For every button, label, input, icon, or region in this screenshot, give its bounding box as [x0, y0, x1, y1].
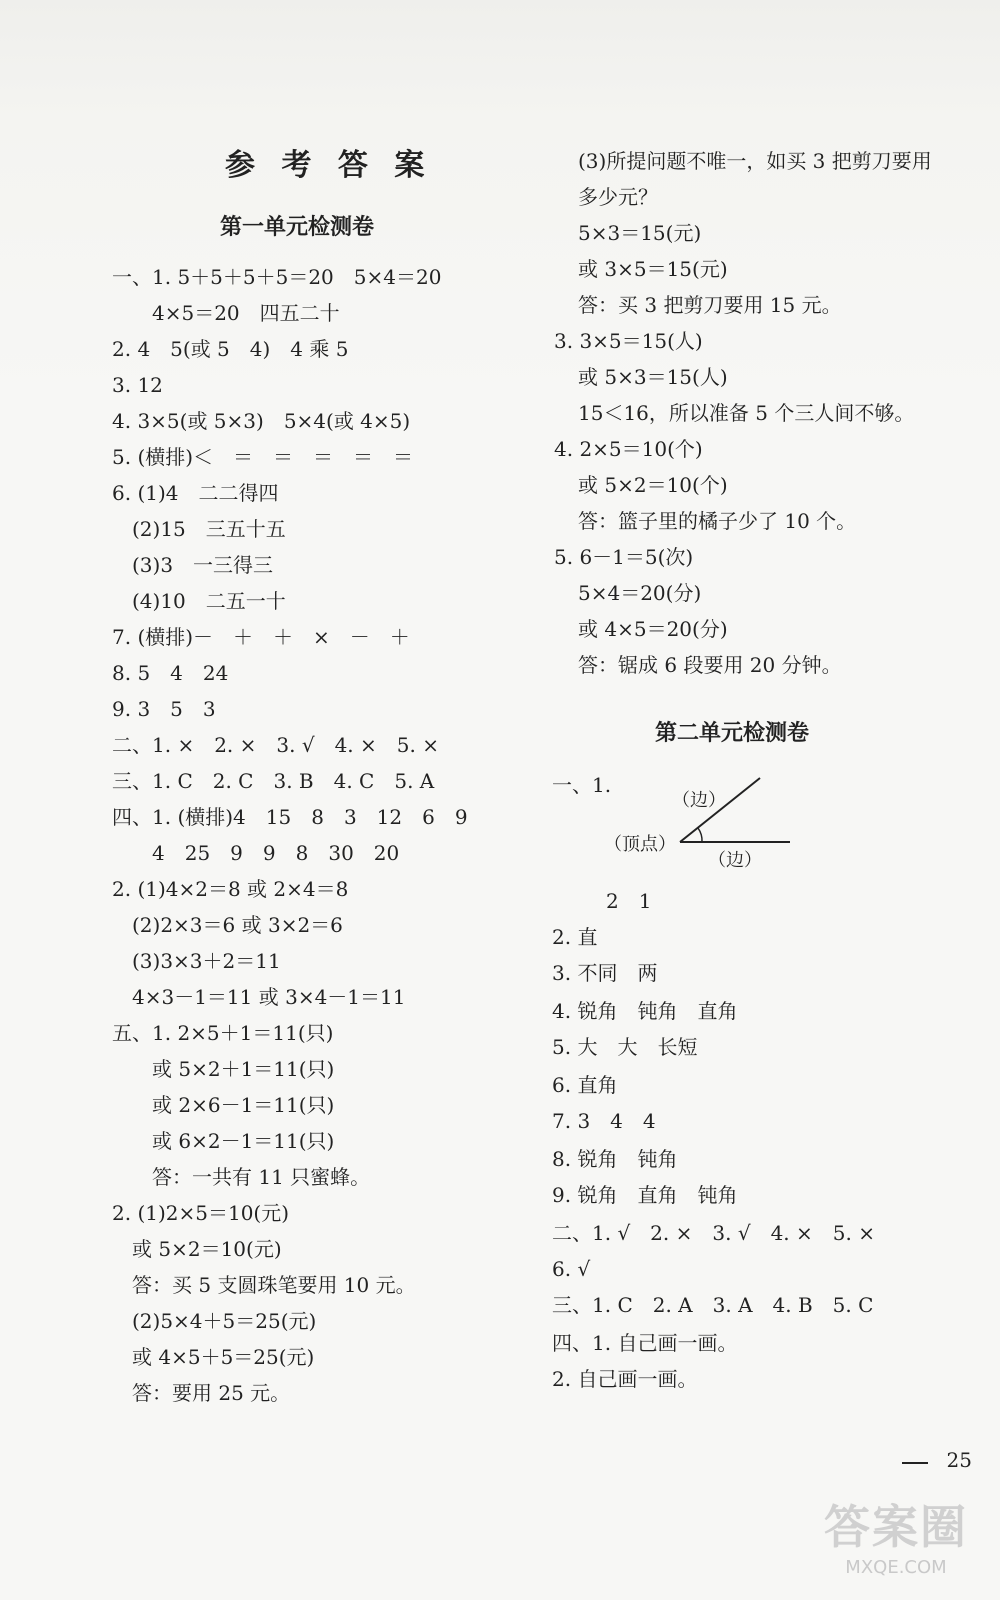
answer-line: 答：买 5 支圆珠笔要用 10 元。 — [112, 1273, 416, 1297]
answer-line: 4. 锐角 钝角 直角 — [552, 999, 738, 1023]
edge-label-top: （边） — [672, 790, 726, 811]
answer-line: 四、1. (横排)4 15 8 3 12 6 9 — [112, 805, 468, 829]
answer-line: (2)2×3＝6 或 3×2＝6 — [112, 913, 343, 937]
vertex-label: （顶点） — [604, 834, 676, 855]
answer-line: 或 4×5＝20(分) — [578, 617, 728, 641]
unit2-title: 第二单元检测卷 — [655, 721, 810, 746]
answer-line: 3. 3×5＝15(人) — [554, 329, 703, 353]
answer-line: 5. (横排)＜ ＝ ＝ ＝ ＝ ＝ — [112, 445, 414, 469]
edge-label-bottom: （边） — [708, 850, 762, 871]
answer-line: 15＜16，所以准备 5 个三人间不够。 — [578, 401, 915, 425]
answer-line: 5×3＝15(元) — [578, 221, 702, 245]
answer-line: 或 5×3＝15(人) — [578, 365, 728, 389]
unit1-title: 第一单元检测卷 — [220, 215, 375, 240]
answer-line: 一、1. 5＋5＋5＋5＝20 5×4＝20 — [112, 265, 442, 289]
answer-line: 2. 自己画一画。 — [552, 1367, 698, 1391]
answer-line: 3. 12 — [112, 373, 163, 397]
answer-line: 4 25 9 9 8 30 20 — [112, 841, 400, 865]
answer-line: 2. 直 — [552, 925, 598, 949]
answer-line: 或 3×5＝15(元) — [578, 257, 728, 281]
answer-line: 答：锯成 6 段要用 20 分钟。 — [578, 653, 842, 677]
answer-line: 2. (1)2×5＝10(元) — [112, 1201, 290, 1225]
answer-line: 7. 3 4 4 — [552, 1109, 656, 1133]
answer-line: (2)5×4＋5＝25(元) — [112, 1309, 317, 1333]
answer-line: 或 6×2－1＝11(只) — [112, 1129, 335, 1153]
answer-line: 9. 3 5 3 — [112, 697, 216, 721]
answer-line: 或 5×2＋1＝11(只) — [112, 1057, 335, 1081]
answer-line: 6. 直角 — [552, 1073, 618, 1097]
answer-line: 或 2×6－1＝11(只) — [112, 1093, 335, 1117]
watermark-brand: 答案圈 — [824, 1500, 968, 1554]
answer-line: 5. 6－1＝5(次) — [554, 545, 694, 569]
watermark-url: MXQE.COM — [845, 1557, 947, 1578]
answer-line: 4×3－1＝11 或 3×4－1＝11 — [112, 985, 406, 1009]
diagram-numbers: 2 1 — [606, 889, 652, 913]
answer-line: 6. √ — [552, 1257, 591, 1281]
answer-line: 9. 锐角 直角 钝角 — [552, 1183, 738, 1207]
answer-line: 三、1. C 2. C 3. B 4. C 5. A — [112, 769, 435, 793]
answer-line: 8. 5 4 24 — [112, 661, 229, 685]
watermark-logo — [824, 1491, 968, 1578]
answer-line: 5. 大 大 长短 — [552, 1035, 698, 1059]
answer-line: 4×5＝20 四五二十 — [112, 301, 340, 325]
answer-line: 三、1. C 2. A 3. A 4. B 5. C — [552, 1293, 874, 1317]
answer-line: 2. 4 5(或 5 4) 4 乘 5 — [112, 337, 349, 361]
angle-arc — [698, 828, 702, 842]
answer-line: 或 4×5＋5＝25(元) — [112, 1345, 315, 1369]
answer-line: (3)3×3＋2＝11 — [112, 949, 281, 973]
answer-line: 6. (1)4 二二得四 — [112, 481, 279, 505]
answer-line: 或 5×2＝10(元) — [112, 1237, 282, 1261]
answer-line: 或 5×2＝10(个) — [578, 473, 728, 497]
answer-line: 5×4＝20(分) — [578, 581, 702, 605]
answer-line: 二、1. × 2. × 3. √ 4. × 5. × — [112, 733, 439, 757]
page-title: 参 考 答 案 — [225, 148, 433, 183]
answer-line: 2. (1)4×2＝8 或 2×4＝8 — [112, 877, 349, 901]
answer-line: 3. 不同 两 — [552, 961, 658, 985]
answer-line: (3)所提问题不唯一，如买 3 把剪刀要用 — [578, 149, 932, 173]
answer-line: 四、1. 自己画一画。 — [552, 1331, 738, 1355]
diagram-prefix: 一、1. — [552, 773, 612, 797]
answer-line: (2)15 三五十五 — [112, 517, 286, 541]
answer-line: 多少元？ — [578, 185, 658, 209]
answer-line: 答：买 3 把剪刀要用 15 元。 — [578, 293, 842, 317]
answer-line: 答：篮子里的橘子少了 10 个。 — [578, 509, 857, 533]
answer-line: (3)3 一三得三 — [112, 553, 274, 577]
footer-dash — [902, 1462, 928, 1464]
answer-line: 二、1. √ 2. × 3. √ 4. × 5. × — [552, 1221, 875, 1245]
answer-line: 答：一共有 11 只蜜蜂。 — [112, 1165, 371, 1189]
answer-line: 答：要用 25 元。 — [112, 1381, 291, 1405]
page-number: 25 — [946, 1448, 972, 1472]
answer-line: (4)10 二五一十 — [112, 589, 286, 613]
answer-line: 4. 3×5(或 5×3) 5×4(或 4×5) — [112, 409, 411, 433]
answer-line: 五、1. 2×5＋1＝11(只) — [112, 1021, 334, 1045]
answer-line: 8. 锐角 钝角 — [552, 1147, 678, 1171]
answer-line: 4. 2×5＝10(个) — [554, 437, 703, 461]
answer-line: 7. (横排)－ ＋ ＋ × － ＋ — [112, 625, 410, 649]
